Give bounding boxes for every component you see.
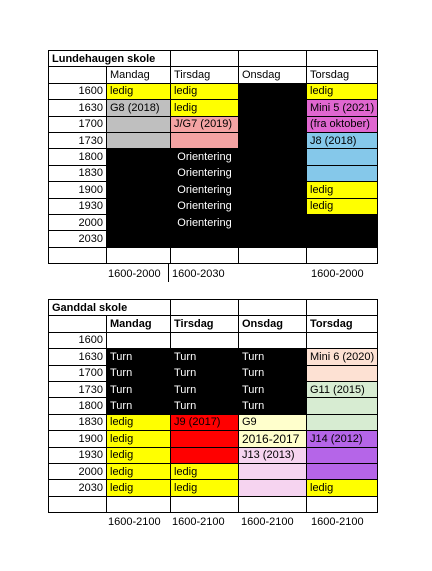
lundehaugen-time-label: 1600 [49,83,107,99]
ganddal-total-tirsdag: 1600-2100 [172,516,225,528]
ganddal-slot-cell: Turn [239,381,307,397]
ganddal-slot-cell [307,447,378,463]
lundehaugen-slot-cell [239,149,307,165]
ganddal-slot-cell: ledig [107,447,171,463]
lundehaugen-slot-cell: ledig [307,83,378,99]
ganddal-slot-cell [107,332,171,348]
ganddal-time-row [49,349,378,365]
ganddal-school-title: Ganddal skole [49,300,171,316]
ganddal-time-row [49,496,378,512]
ganddal-time-row [49,480,378,496]
ganddal-time-row [49,447,378,463]
lundehaugen-time-label [49,247,107,263]
ganddal-time-row [49,332,378,348]
lundehaugen-time-row [49,116,378,132]
lundehaugen-time-label: 1830 [49,165,107,181]
ganddal-slot-cell: J13 (2013) [239,447,307,463]
ganddal-slot-cell: G11 (2015) [307,381,378,397]
lundehaugen-slot-cell: Mini 5 (2021) [307,100,378,116]
ganddal-total-torsdag: 1600-2100 [311,516,364,528]
ganddal-time-row [49,414,378,430]
ganddal-schedule-table [48,299,378,513]
ganddal-slot-cell: Turn [107,398,171,414]
ganddal-time-row [49,431,378,447]
lundehaugen-slot-cell [171,132,239,148]
lundehaugen-slot-cell [171,231,239,247]
lundehaugen-slot-cell: (fra oktober) [307,116,378,132]
lundehaugen-slot-cell [239,198,307,214]
ganddal-time-label: 1800 [49,398,107,414]
lundehaugen-title-blank [307,51,378,67]
ganddal-slot-cell [307,463,378,479]
lundehaugen-time-row [49,214,378,230]
ganddal-slot-cell: J9 (2017) [171,414,239,430]
lundehaugen-day-header-tirsdag: Tirsdag [171,67,239,83]
lundehaugen-slot-cell [307,214,378,230]
ganddal-slot-cell [239,463,307,479]
lundehaugen-slot-cell [239,182,307,198]
ganddal-slot-cell: Turn [239,365,307,381]
ganddal-slot-cell [107,496,171,512]
lundehaugen-title-row [49,51,378,67]
lundehaugen-time-label: 2000 [49,214,107,230]
ganddal-slot-cell [171,447,239,463]
lundehaugen-divider-line [168,264,169,282]
ganddal-slot-cell: Turn [171,381,239,397]
lundehaugen-time-row [49,247,378,263]
lundehaugen-slot-cell [107,165,171,181]
lundehaugen-day-header-torsdag: Torsdag [307,67,378,83]
ganddal-slot-cell: Turn [107,381,171,397]
ganddal-slot-cell: 2016-2017 [239,431,307,447]
lundehaugen-schedule-body [49,51,378,264]
ganddal-schedule-body [49,300,378,513]
lundehaugen-slot-cell [171,247,239,263]
ganddal-slot-cell [307,332,378,348]
lundehaugen-slot-cell: Orientering [171,182,239,198]
ganddal-time-label: 1630 [49,349,107,365]
lundehaugen-slot-cell [239,165,307,181]
lundehaugen-total-tirsdag: 1600-2030 [172,268,225,280]
ganddal-title-blank [171,300,239,316]
ganddal-time-row [49,365,378,381]
lundehaugen-slot-cell: ledig [307,198,378,214]
ganddal-day-header-tirsdag: Tirsdag [171,316,239,332]
ganddal-time-label: 2030 [49,480,107,496]
lundehaugen-header-blank [49,67,107,83]
lundehaugen-slot-cell [107,231,171,247]
ganddal-total-onsdag: 1600-2100 [241,516,294,528]
lundehaugen-slot-cell [107,214,171,230]
ganddal-slot-cell [171,332,239,348]
ganddal-time-label [49,496,107,512]
lundehaugen-slot-cell [307,231,378,247]
lundehaugen-slot-cell: J/G7 (2019) [171,116,239,132]
lundehaugen-slot-cell [107,247,171,263]
lundehaugen-slot-cell [107,182,171,198]
lundehaugen-day-header-row [49,67,378,83]
ganddal-title-blank [239,300,307,316]
ganddal-time-row [49,463,378,479]
ganddal-time-label: 2000 [49,463,107,479]
lundehaugen-slot-cell [307,247,378,263]
lundehaugen-slot-cell [239,231,307,247]
ganddal-slot-cell: ledig [107,463,171,479]
lundehaugen-time-label: 2030 [49,231,107,247]
lundehaugen-day-header-mandag: Mandag [107,67,171,83]
lundehaugen-slot-cell [239,116,307,132]
lundehaugen-slot-cell: ledig [307,182,378,198]
lundehaugen-slot-cell [239,100,307,116]
ganddal-slot-cell: ledig [171,480,239,496]
lundehaugen-slot-cell: Orientering [171,198,239,214]
lundehaugen-title-blank [171,51,239,67]
ganddal-slot-cell: Turn [171,349,239,365]
ganddal-time-label: 1830 [49,414,107,430]
lundehaugen-slot-cell: Orientering [171,214,239,230]
lundehaugen-time-label: 1900 [49,182,107,198]
ganddal-slot-cell [171,496,239,512]
lundehaugen-slot-cell [107,116,171,132]
ganddal-total-mandag: 1600-2100 [108,516,161,528]
ganddal-slot-cell: Turn [107,365,171,381]
lundehaugen-title-blank [239,51,307,67]
ganddal-time-label: 1730 [49,381,107,397]
lundehaugen-time-label: 1730 [49,132,107,148]
lundehaugen-slot-cell [107,132,171,148]
ganddal-time-row [49,381,378,397]
ganddal-slot-cell [307,365,378,381]
ganddal-slot-cell: Turn [239,349,307,365]
lundehaugen-time-label: 1630 [49,100,107,116]
lundehaugen-slot-cell [107,149,171,165]
lundehaugen-slot-cell [307,149,378,165]
ganddal-slot-cell [239,480,307,496]
lundehaugen-slot-cell [239,132,307,148]
ganddal-slot-cell: ledig [307,480,378,496]
ganddal-slot-cell: ledig [107,431,171,447]
ganddal-slot-cell: Turn [171,365,239,381]
lundehaugen-slot-cell [239,214,307,230]
ganddal-slot-cell [239,332,307,348]
ganddal-slot-cell [239,496,307,512]
ganddal-title-row [49,300,378,316]
lundehaugen-time-label: 1930 [49,198,107,214]
ganddal-slot-cell: J14 (2012) [307,431,378,447]
lundehaugen-slot-cell [239,247,307,263]
ganddal-slot-cell: Turn [171,398,239,414]
lundehaugen-time-row [49,83,378,99]
lundehaugen-time-row [49,132,378,148]
ganddal-slot-cell [307,398,378,414]
ganddal-time-label: 1600 [49,332,107,348]
lundehaugen-time-label: 1800 [49,149,107,165]
ganddal-day-header-torsdag: Torsdag [307,316,378,332]
lundehaugen-slot-cell [107,198,171,214]
lundehaugen-slot-cell: Orientering [171,165,239,181]
ganddal-time-label: 1930 [49,447,107,463]
lundehaugen-slot-cell [307,165,378,181]
ganddal-slot-cell: ledig [171,463,239,479]
ganddal-slot-cell: ledig [107,480,171,496]
lundehaugen-time-label: 1700 [49,116,107,132]
ganddal-title-blank [307,300,378,316]
lundehaugen-time-row [49,100,378,116]
ganddal-slot-cell: Turn [107,349,171,365]
ganddal-slot-cell: G9 [239,414,307,430]
lundehaugen-total-mandag: 1600-2000 [108,268,161,280]
lundehaugen-slot-cell: G8 (2018) [107,100,171,116]
ganddal-slot-cell [307,414,378,430]
lundehaugen-slot-cell [239,83,307,99]
lundehaugen-schedule-table [48,50,378,264]
ganddal-slot-cell [171,431,239,447]
ganddal-time-label: 1700 [49,365,107,381]
lundehaugen-slot-cell: Orientering [171,149,239,165]
ganddal-slot-cell [307,496,378,512]
ganddal-header-blank [49,316,107,332]
lundehaugen-total-torsdag: 1600-2000 [311,268,364,280]
lundehaugen-time-row [49,182,378,198]
ganddal-slot-cell: Turn [239,398,307,414]
lundehaugen-slot-cell: ledig [171,83,239,99]
ganddal-time-label: 1900 [49,431,107,447]
lundehaugen-slot-cell: ledig [107,83,171,99]
ganddal-day-header-mandag: Mandag [107,316,171,332]
ganddal-time-row [49,398,378,414]
lundehaugen-time-row [49,165,378,181]
lundehaugen-slot-cell: J8 (2018) [307,132,378,148]
ganddal-slot-cell: Mini 6 (2020) [307,349,378,365]
lundehaugen-day-header-onsdag: Onsdag [239,67,307,83]
lundehaugen-school-title: Lundehaugen skole [49,51,171,67]
lundehaugen-time-row [49,198,378,214]
lundehaugen-time-row [49,149,378,165]
lundehaugen-time-row [49,231,378,247]
ganddal-slot-cell: ledig [107,414,171,430]
ganddal-day-header-row [49,316,378,332]
ganddal-day-header-onsdag: Onsdag [239,316,307,332]
lundehaugen-slot-cell: ledig [171,100,239,116]
